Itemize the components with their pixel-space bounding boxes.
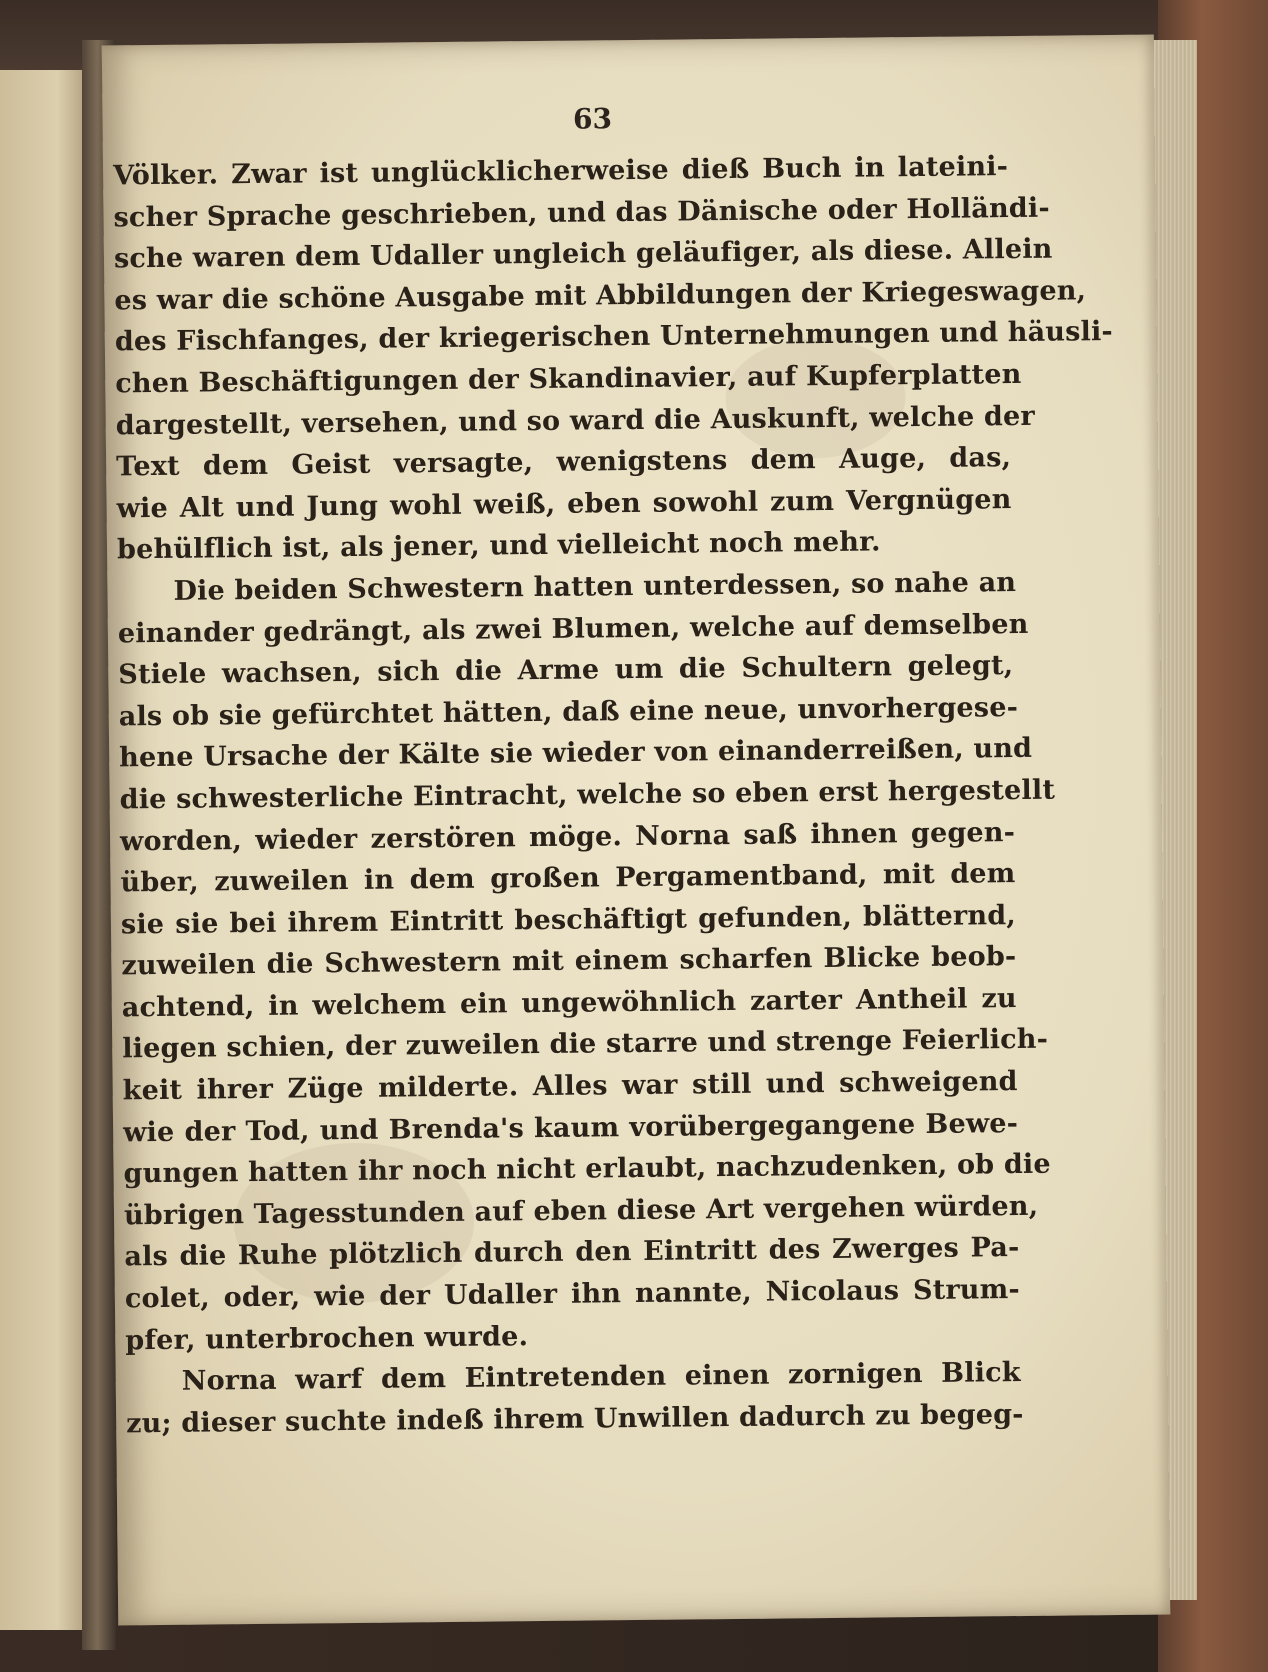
- text-line: es war die schöne Ausgabe mit Abbildungen der Kriegeswagen,: [114, 275, 1087, 317]
- text-line: Stiele wachsen, sich die Arme um die Schultern gelegt,: [118, 650, 1014, 691]
- text-line: als die Ruhe plötzlich durch den Eintritt des Zwerges Pa-: [124, 1232, 1020, 1273]
- text-line: Völker. Zwar ist unglücklicherweise dieß Buch in lateini-: [112, 151, 1009, 192]
- text-line: scher Sprache geschrieben, und das Dänische oder Holländi-: [113, 192, 1050, 234]
- text-line: einander gedrängt, als zwei Blumen, welche auf demselben: [117, 608, 1029, 649]
- text-line: behülflich ist, als jener, und vielleicht noch mehr.: [116, 526, 881, 566]
- left-page-edge: [0, 70, 84, 1630]
- text-line: über, zuweilen in dem großen Pergamentband, mit dem: [120, 858, 1016, 899]
- text-line: sche waren dem Udaller ungleich geläufiger, als diese. Allein: [113, 233, 1053, 275]
- text-line: Text dem Geist versagte, wenigstens dem Auge, das,: [116, 442, 1012, 483]
- text-line: wie Alt und Jung wohl weiß, eben sowohl zum Vergnügen: [116, 483, 1012, 525]
- text-line: achtend, in welchem ein ungewöhnlich zarter Antheil zu: [121, 982, 1017, 1024]
- text-line: die schwesterliche Eintracht, welche so eben erst hergestellt: [119, 774, 1056, 816]
- text-line: sie sie bei ihrem Eintritt beschäftigt gefunden, blätternd,: [120, 899, 1017, 941]
- text-line: des Fischfanges, der kriegerischen Unternehmungen und häusli-: [114, 316, 1114, 358]
- text-line: pfer, unterbrochen wurde.: [125, 1320, 529, 1356]
- text-line: übrigen Tagesstunden auf eben diese Art vergehen würden,: [123, 1190, 1039, 1232]
- text-line: liegen schien, der zuweilen die starre und strenge Feierlich-: [122, 1024, 1049, 1065]
- text-line: dargestellt, versehen, und so ward die Auskunft, welche der: [115, 400, 1036, 441]
- text-line: zuweilen die Schwestern mit einem scharfen Blicke beob-: [121, 941, 1017, 982]
- text-line: Die beiden Schwestern hatten unterdessen, so nahe an: [173, 566, 1017, 607]
- text-line: wie der Tod, und Brenda's kaum vorübergegangene Bewe-: [122, 1107, 1019, 1149]
- text-line: als ob sie gefürchtet hätten, daß eine neue, unvorhergese-: [118, 691, 1019, 733]
- page-number: 63: [572, 102, 613, 136]
- text-line: worden, wieder zerstören möge. Norna saß ihnen gegen-: [119, 816, 1016, 857]
- text-line: chen Beschäftigungen der Skandinavier, auf Kupferplatten: [115, 358, 1022, 400]
- paragraph: [117, 562, 1056, 1362]
- book-page: [102, 35, 1170, 1626]
- text-line: keit ihrer Züge milderte. Alles war still und schweigend: [122, 1066, 1018, 1107]
- page-body-text: [112, 146, 1114, 1445]
- text-line: Norna warf dem Eintretenden einen zornigen Blick: [181, 1357, 1021, 1398]
- text-line: colet, oder, wie der Udaller ihn nannte, Nicolaus Strum-: [124, 1274, 1020, 1315]
- text-line: hene Ursache der Kälte sie wieder von einanderreißen, und: [119, 733, 1033, 774]
- paragraph: [126, 1352, 1022, 1445]
- text-line: zu; dieser suchte indeß ihrem Unwillen dadurch zu begeg-: [126, 1398, 1024, 1440]
- text-line: gungen hatten ihr noch nicht erlaubt, nachzudenken, ob die: [123, 1148, 1051, 1190]
- paragraph: [112, 146, 1114, 571]
